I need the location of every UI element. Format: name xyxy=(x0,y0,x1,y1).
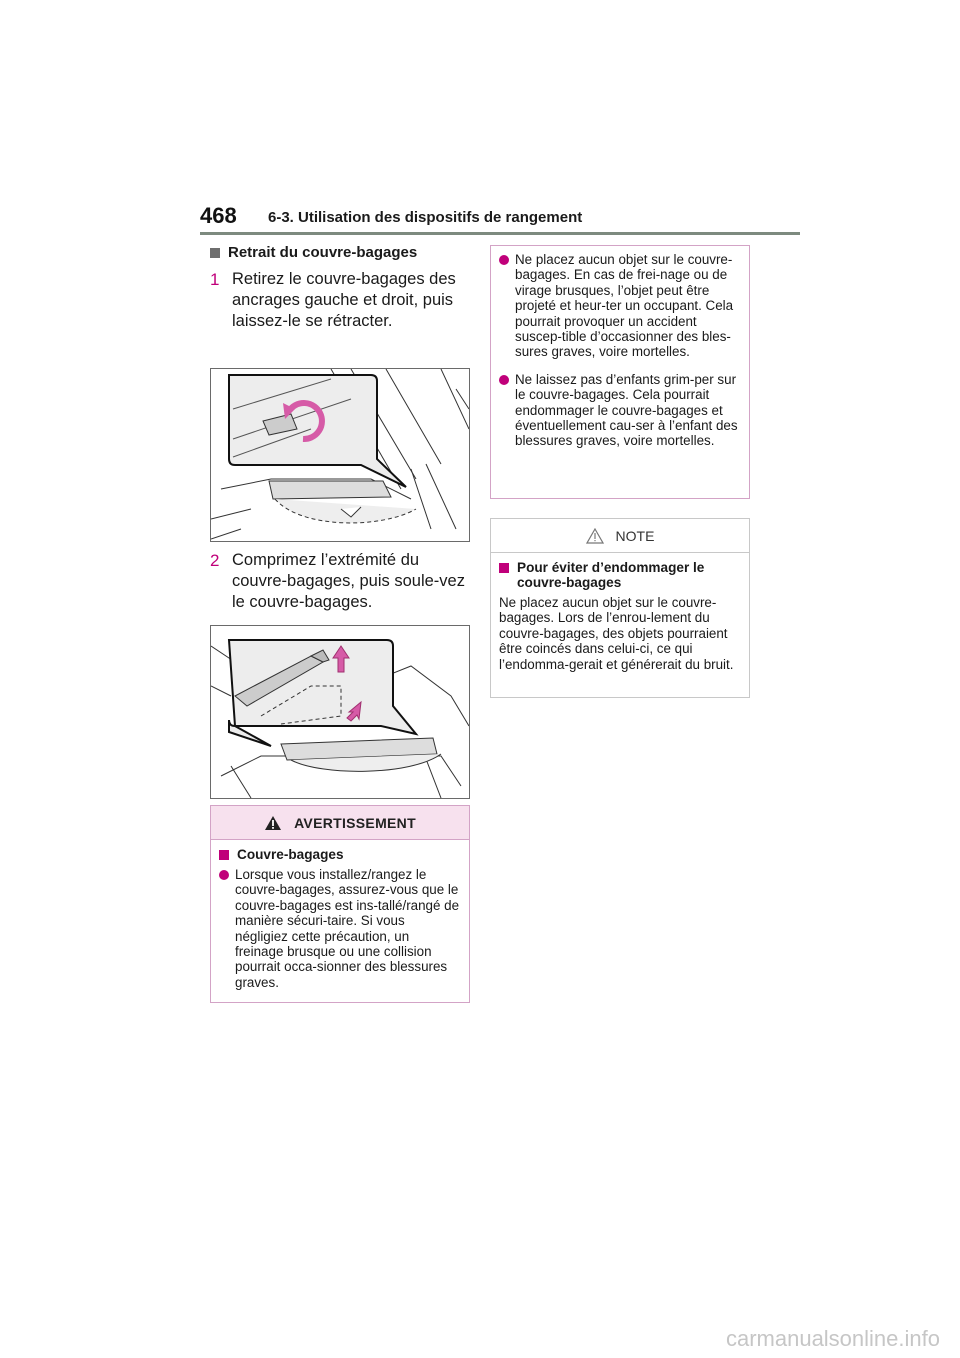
removal-heading: Retrait du couvre-bagages xyxy=(210,244,470,261)
cargo-cover-illustration-1 xyxy=(211,369,469,541)
step-2-container xyxy=(210,550,470,627)
caution-triangle-icon xyxy=(586,528,604,544)
warning-body xyxy=(211,840,469,990)
round-bullet-icon xyxy=(499,255,509,265)
warning-continuation-box xyxy=(490,245,750,499)
note-box xyxy=(490,518,750,698)
step-2 xyxy=(210,550,470,613)
cargo-cover-illustration-2 xyxy=(211,626,469,798)
note-title: NOTE xyxy=(615,527,655,544)
left-column xyxy=(210,244,470,346)
step-text: Retirez le couvre-bagages des ancrages gauche et droit, puis laissez-le se rétracter. xyxy=(232,270,456,330)
warning-title: AVERTISSEMENT xyxy=(294,814,416,831)
step-1 xyxy=(210,269,470,332)
warning-continuation-body xyxy=(491,246,749,449)
warning-triangle-icon xyxy=(264,815,282,831)
square-bullet-icon xyxy=(219,850,229,860)
note-text: Ne placez aucun objet sur le couvre-bagages. Lors de l’enrou-lement du couvre-bagages, des objets pourraient être coincés dans celui-ci, ce qui l’endomma-gerait et générerait du bruit. xyxy=(499,595,734,672)
warning-item: Ne placez aucun objet sur le couvre-bagages. En cas de frei-nage ou de virage brusques, l’objet peut être projeté et heur-ter un occupant. Cela pourrait provoquer un accident suscep-tible d’occasionner des bles-sures graves, voire mortelles. xyxy=(499,252,741,360)
note-body xyxy=(491,553,749,672)
page-number: 468 xyxy=(200,203,237,228)
step-text: Comprimez l’extrémité du couvre-bagages, puis soule-vez le couvre-bagages. xyxy=(232,551,465,611)
warning-item: Ne laissez pas d’enfants grim-per sur le couvre-bagages. Cela pourrait endommager le couvre-bagages et éventuellement cau-ser à l’enfant des blessures graves, voire mortelles. xyxy=(499,372,741,449)
note-subheading: Pour éviter d’endommager le couvre-bagages xyxy=(499,560,741,590)
round-bullet-icon xyxy=(499,375,509,385)
warning-header xyxy=(211,806,469,840)
step-number: 1 xyxy=(210,270,220,289)
illustration-remove-cover xyxy=(210,368,470,542)
note-header xyxy=(491,519,749,553)
warning-box xyxy=(210,805,470,1003)
section-title: 6-3. Utilisation des dispositifs de rangement xyxy=(268,209,583,226)
warning-subheading: Couvre-bagages xyxy=(219,847,461,862)
square-bullet-icon xyxy=(499,563,509,573)
step-number: 2 xyxy=(210,551,220,570)
square-bullet-icon xyxy=(210,248,220,258)
header-rule xyxy=(200,232,800,235)
watermark: carmanualsonline.info xyxy=(725,1326,940,1351)
warning-item: Lorsque vous installez/rangez le couvre-bagages, assurez-vous que le couvre-bagages est ins-tallé/rangé de manière sécuri-taire. Si vous négligiez cette précaution, un freinage brusque ou une collision pourrait occa-sionner des blessures graves. xyxy=(219,867,461,990)
round-bullet-icon xyxy=(219,870,229,880)
illustration-lift-cover xyxy=(210,625,470,799)
